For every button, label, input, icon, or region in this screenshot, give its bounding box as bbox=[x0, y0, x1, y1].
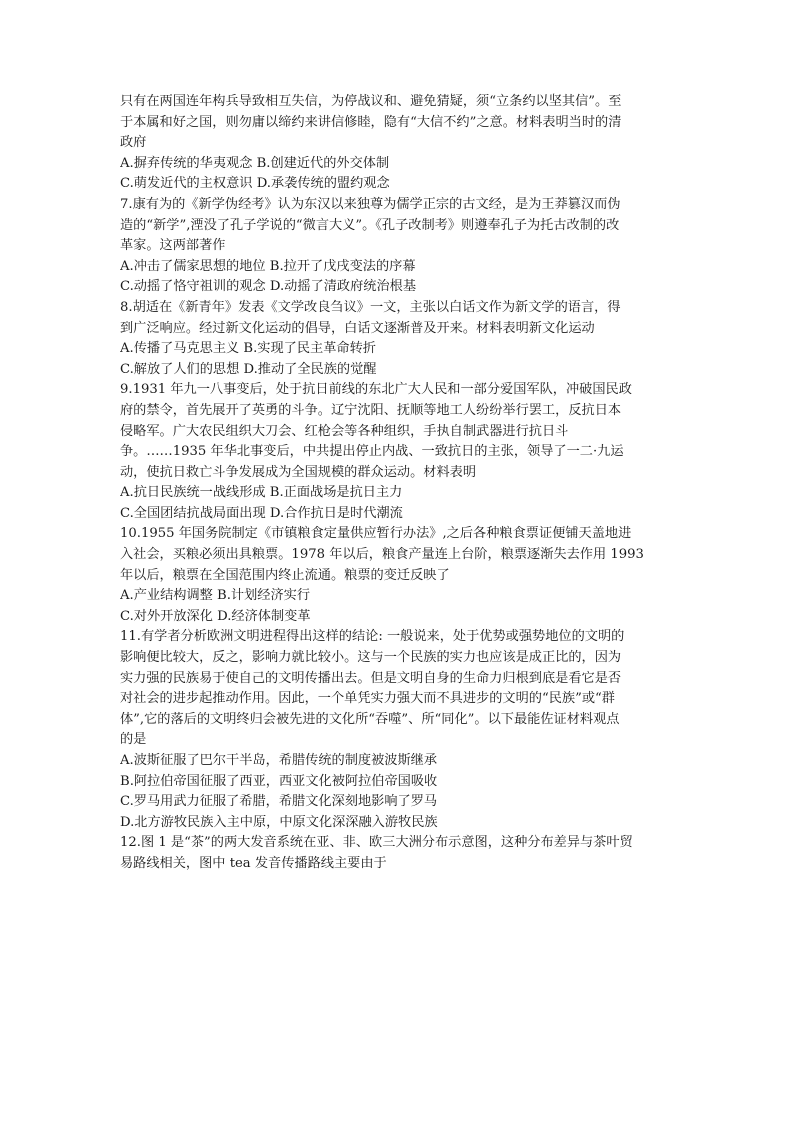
question-line: 11.有学者分析欧洲文明进程得出这样的结论: 一般说来，处于优势或强势地位的文明的 bbox=[120, 629, 625, 645]
text-line: 府的禁令，首先展开了英勇的斗争。辽宁沈阳、抚顺等地工人纷纷举行罢工，反抗日本 bbox=[120, 402, 622, 418]
option-line: C.动摇了恪守祖训的观念 D.动摇了清政府统治根基 bbox=[120, 279, 417, 295]
option-line: C.萌发近代的主权意识 D.承袭传统的盟约观念 bbox=[120, 176, 390, 192]
option-line: C.对外开放深化 D.经济体制变革 bbox=[120, 608, 311, 624]
question-line: 9.1931 年九一八事变后，处于抗日前线的东北广大人民和一部分爱国军队，冲破国民政 bbox=[120, 382, 632, 398]
option-line: A.传播了马克思主义 B.实现了民主革命转折 bbox=[120, 341, 376, 357]
text-line: 只有在两国连年构兵导致相互失信，为停战议和、避免猜疑，须“立条约以坚其信”。至 bbox=[120, 94, 622, 109]
option-line: A.抗日民族统一战线形成 B.正面战场是抗日主力 bbox=[120, 485, 403, 501]
text-line: 侵略军。广大农民组织大刀会、红枪会等各种组织，手执自制武器进行抗日斗 bbox=[120, 423, 569, 439]
document-page bbox=[120, 92, 678, 875]
text-line: 造的“新学”,湮没了孔子学说的“微言大义”。《孔子改制考》则遵奉孔子为托古改制的改 bbox=[120, 217, 620, 233]
option-line: A.产业结构调整 B.计划经济实行 bbox=[120, 588, 311, 604]
option-line: D.北方游牧民族入主中原，中原文化深深融入游牧民族 bbox=[120, 814, 438, 830]
text-line: 影响便比较大，反之，影响力就比较小。这与一个民族的实力也应该是成正比的，因为 bbox=[120, 650, 622, 666]
text-line: 体”,它的落后的文明终归会被先进的文化所“吞噬”、所“同化”。以下最能佐证材料观点 bbox=[120, 711, 620, 727]
question-line: 8.胡适在《新青年》发表《文学改良刍议》一文，主张以白话文作为新文学的语言，得 bbox=[120, 299, 621, 315]
question-line: 7.康有为的《新学伪经考》认为东汉以来独尊为儒学正宗的古文经，是为王莽篡汉而伪 bbox=[120, 196, 621, 212]
text-line: 对社会的进步起推动作用。因此，一个单凭实力强大而不具进步的文明的“民族”或“群 bbox=[120, 691, 615, 707]
option-line: C.罗马用武力征服了希腊，希腊文化深刻地影响了罗马 bbox=[120, 794, 438, 810]
text-line: 易路线相关，图中 tea 发音传播路线主要由于 bbox=[120, 855, 387, 871]
option-line: A.冲击了儒家思想的地位 B.拉开了戊戌变法的序幕 bbox=[120, 258, 416, 274]
option-line: A.摒弃传统的华夷观念 B.创建近代的外交体制 bbox=[120, 155, 390, 171]
text-line: 实力强的民族易于使自己的文明传播出去。但是文明自身的生命力归根到底是看它是否 bbox=[120, 670, 622, 686]
question-line: 12.图 1 是“茶”的两大发音系统在亚、非、欧三大洲分布示意图，这种分布差异与茶叶贸 bbox=[120, 835, 633, 851]
text-line: 政府 bbox=[120, 135, 147, 151]
text-line: 的是 bbox=[120, 732, 147, 748]
option-line: A.波斯征服了巴尔干半岛，希腊传统的制度被波斯继承 bbox=[120, 753, 438, 768]
text-line: 入社会，买粮必须出具粮票。1978 年以后，粮食产量连上台阶，粮票逐渐失去作用 1993 bbox=[120, 547, 644, 563]
text-line: 于本属和好之国，则勿庸以缔约来讲信修睦，隐有“大信不约”之意。材料表明当时的清 bbox=[120, 114, 622, 130]
text-line: 革家。这两部著作 bbox=[120, 238, 226, 254]
option-line: B.阿拉伯帝国征服了西亚，西亚文化被阿拉伯帝国吸收 bbox=[120, 773, 438, 789]
text-line: 动，使抗日救亡斗争发展成为全国规模的群众运动。材料表明 bbox=[120, 464, 477, 480]
text-line: 年以后，粮票在全国范围内终止流通。粮票的变迁反映了 bbox=[120, 567, 450, 583]
text-line: 争。……1935 年华北事变后，中共提出停止内战、一致抗日的主张，领导了一二·九运 bbox=[120, 444, 624, 460]
option-line: C.全国团结抗战局面出现 D.合作抗日是时代潮流 bbox=[120, 505, 403, 521]
question-line: 10.1955 年国务院制定《市镇粮食定量供应暂行办法》,之后各种粮食票证便铺天盖地进 bbox=[120, 526, 632, 542]
option-line: C.解放了人们的思想 D.推动了全民族的觉醒 bbox=[120, 361, 377, 377]
text-line: 到广泛响应。经过新文化运动的倡导，白话文逐渐普及开来。材料表明新文化运动 bbox=[120, 320, 595, 336]
